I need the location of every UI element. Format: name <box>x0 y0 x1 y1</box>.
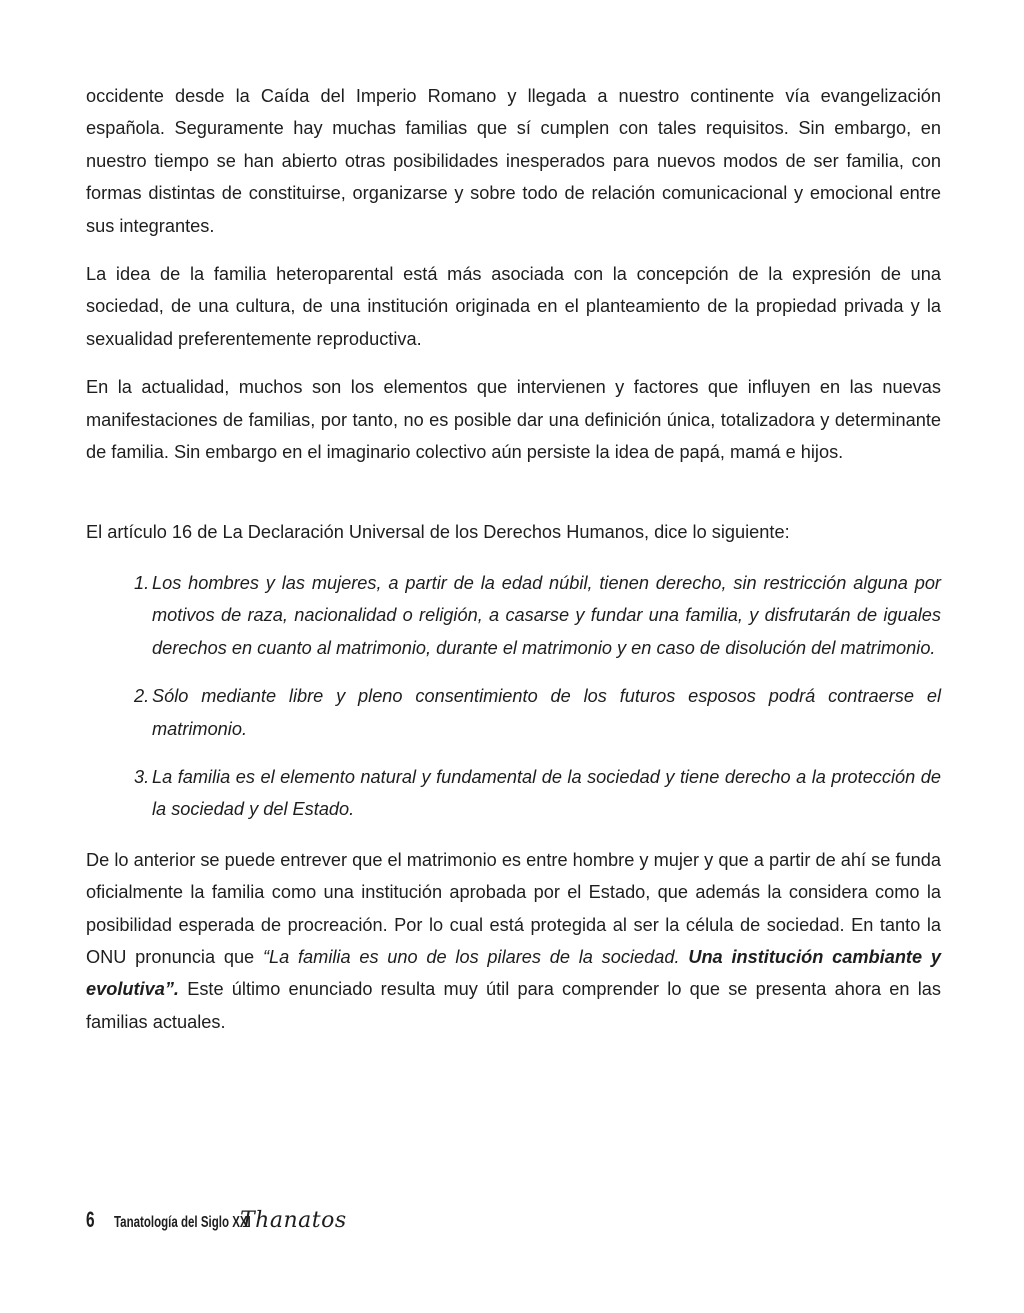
page-number: 6 <box>86 1207 95 1232</box>
paragraph-3: En la actualidad, muchos son los elementos que intervienen y factores que influyen en las nuevas manifestaciones de familias, por tanto, no es posible dar una definición única, totalizadora y determinante de familia. Sin embargo en el imaginario colectivo aún persiste la idea de papá, mamá e hijos. <box>86 377 941 463</box>
list-item-number: 1. <box>134 572 150 593</box>
list-item-text: Los hombres y las mujeres, a partir de la edad núbil, tienen derecho, sin restricción alguna por motivos de raza, nacionalidad o religión, a casarse y fundar una familia, y disfrutarán de iguales derechos en cuanto al matrimonio, durante el matrimonio y en caso de disolución del matrimonio. <box>152 572 941 658</box>
document-body <box>86 80 941 1054</box>
list-item-number: 2. <box>134 686 150 707</box>
list-item <box>134 680 941 745</box>
list-item <box>134 761 941 826</box>
paragraph-5-text-after: Este último enunciado resulta muy útil para comprender lo que se presenta ahora en las familias actuales. <box>86 979 941 1032</box>
list-item-text: La familia es el elemento natural y fundamental de la sociedad y tiene derecho a la protección de la sociedad y del Estado. <box>152 766 941 820</box>
list-item <box>134 567 941 664</box>
journal-name: Tanatología del Siglo XXI <box>114 1214 251 1231</box>
paragraph-5-text-before: De lo anterior se puede entrever que el matrimonio es entre hombre y mujer y que a partir de ahí se funda oficialmente la familia como una institución aprobada por el Estado, que además la considera como la posibilidad esperada de procreación. Por lo cual está protegida al ser la célula de sociedad. En tanto la ONU pronuncia que <box>86 849 941 967</box>
list-item-text: Sólo mediante libre y pleno consentimiento de los futuros esposos podrá contraerse el matrimonio. <box>152 686 941 739</box>
paragraph-1: occidente desde la Caída del Imperio Romano y llegada a nuestro continente vía evangelización española. Seguramente hay muchas familias que sí cumplen con tales requisitos. Sin embargo, en nuestro tiempo se han abierto otras posibilidades inesperados para nuevos modos de ser familia, con formas distintas de constituirse, organizarse y sobre todo de relación comunicacional y emocional entre sus integrantes. <box>86 86 941 236</box>
un-quote: “La familia es uno de los pilares de la sociedad. <box>262 946 689 967</box>
journal-logo: Thanatos <box>240 1208 347 1233</box>
paragraph-2: La idea de la familia heteroparental está más asociada con la concepción de la expresión de una sociedad, de una cultura, de una institución originada en el planteamiento de la propiedad privada y la sexualidad preferentemente reproductiva. <box>86 264 941 349</box>
un-quote-emphasis: Una institución cambiante y evolutiva”. <box>86 946 941 1000</box>
paragraph-4: El artículo 16 de La Declaración Universal de los Derechos Humanos, dice lo siguiente: <box>86 522 790 543</box>
paragraph-5 <box>86 844 941 1038</box>
page-footer <box>86 1207 347 1233</box>
article-16-list <box>86 567 941 826</box>
list-item-number: 3. <box>134 766 150 787</box>
